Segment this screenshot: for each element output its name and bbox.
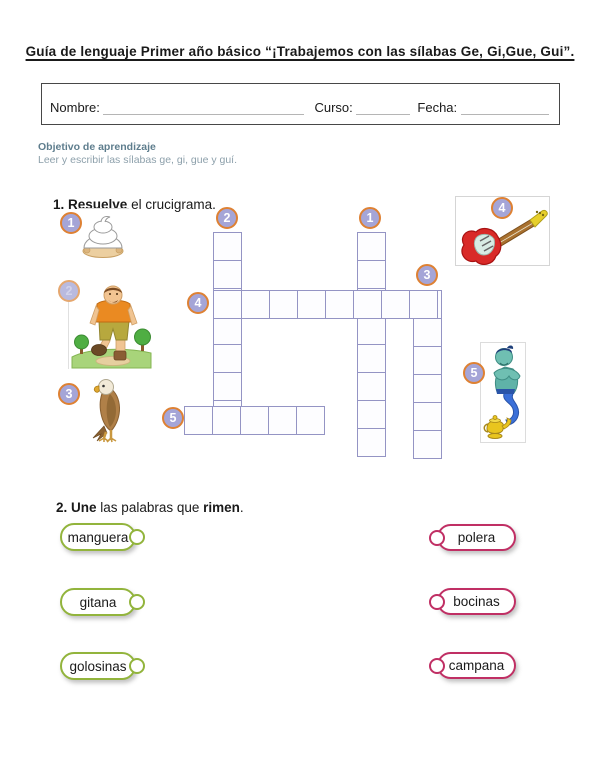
- crossword-cell[interactable]: [296, 406, 325, 435]
- crossword-cell[interactable]: [357, 232, 386, 261]
- crossword-cell[interactable]: [213, 344, 242, 373]
- merengue-icon: [77, 209, 129, 259]
- word-pill-bocinas[interactable]: [437, 588, 516, 615]
- eagle-image: [80, 378, 130, 444]
- crossword-cell[interactable]: [213, 290, 242, 319]
- crossword-cell[interactable]: [213, 260, 242, 289]
- connector-dot[interactable]: [429, 594, 445, 610]
- clue-badge-3: 3: [58, 383, 80, 405]
- word-pill-gitana[interactable]: [60, 588, 136, 616]
- crossword-cell[interactable]: [268, 406, 297, 435]
- date-label: Fecha:: [417, 100, 458, 115]
- crossword-word-1-down: [357, 232, 386, 457]
- connector-dot[interactable]: [129, 658, 145, 674]
- merengue-dessert-image: [77, 208, 129, 259]
- clue-badge-1: 1: [60, 212, 82, 234]
- clue-badge-2: 2: [58, 280, 80, 302]
- crossword-cell[interactable]: [413, 374, 442, 403]
- crossword-cell[interactable]: [357, 428, 386, 457]
- crossword-cell[interactable]: [413, 402, 442, 431]
- crossword-word-4-across: [213, 290, 438, 319]
- pill-label: golosinas: [69, 658, 127, 674]
- pill-label: gitana: [79, 594, 117, 610]
- crossword-cell[interactable]: [353, 290, 382, 319]
- crossword-word-5-across: [184, 406, 325, 435]
- crossword-cell[interactable]: [409, 290, 438, 319]
- crossword-cell[interactable]: [184, 406, 213, 435]
- clue-badge-4: 4: [491, 197, 513, 219]
- exercise2-middle: las palabras que: [96, 500, 204, 515]
- crossword-cell[interactable]: [240, 406, 269, 435]
- genie-icon: [481, 343, 525, 442]
- crossword-cell[interactable]: [357, 344, 386, 373]
- crossword-cell[interactable]: [413, 346, 442, 375]
- crossword-cell[interactable]: [269, 290, 298, 319]
- exercise2-period: .: [239, 500, 244, 515]
- grid-badge-3: 3: [416, 264, 438, 286]
- pill-label: manguera: [67, 529, 129, 545]
- clue-badge-5: 5: [463, 362, 485, 384]
- giant-icon: [69, 283, 154, 369]
- crossword-cell[interactable]: [357, 400, 386, 429]
- giant-man-image: [68, 283, 154, 369]
- crossword-cell[interactable]: [381, 290, 410, 319]
- crossword-cell[interactable]: [357, 260, 386, 289]
- exercise1-rest: el crucigrama.: [127, 197, 216, 212]
- word-pill-polera[interactable]: [437, 524, 516, 551]
- objective-text: Leer y escribir las sílabas ge, gi, gue y guí.: [38, 154, 238, 166]
- crossword-cell[interactable]: [413, 430, 442, 459]
- crossword-cell[interactable]: [213, 372, 242, 401]
- grid-badge-5: 5: [162, 407, 184, 429]
- objective-heading: Objetivo de aprendizaje: [38, 141, 156, 153]
- word-pill-campana[interactable]: [437, 652, 516, 679]
- page-title: Guía de lenguaje Primer año básico “¡Trabajemos con las sílabas Ge, Gi,Gue, Gui”.: [25, 44, 575, 59]
- exercise1-number: 1.: [53, 197, 69, 212]
- crossword-cell[interactable]: [357, 316, 386, 345]
- crossword-cell[interactable]: [325, 290, 354, 319]
- genie-lamp-image: [480, 342, 526, 443]
- pill-label: bocinas: [453, 594, 500, 609]
- connector-dot[interactable]: [129, 594, 145, 610]
- grid-badge-1: 1: [359, 207, 381, 229]
- crossword-cell[interactable]: [241, 290, 270, 319]
- crossword-cell[interactable]: [213, 232, 242, 261]
- exercise2-verb: Une: [71, 500, 97, 515]
- connector-dot[interactable]: [429, 658, 445, 674]
- pill-label: polera: [457, 530, 496, 545]
- crossword-cell[interactable]: [413, 318, 442, 347]
- connector-dot[interactable]: [129, 529, 145, 545]
- crossword-cell[interactable]: [212, 406, 241, 435]
- pill-label: campana: [448, 658, 505, 673]
- grid-badge-4: 4: [187, 292, 209, 314]
- connector-dot[interactable]: [429, 530, 445, 546]
- grid-badge-2: 2: [216, 207, 238, 229]
- word-pill-golosinas[interactable]: [60, 652, 136, 680]
- exercise2-bold-end: rimen: [203, 500, 240, 515]
- eagle-icon: [80, 378, 130, 444]
- crossword-cell[interactable]: [297, 290, 326, 319]
- course-label: Curso:: [314, 100, 353, 115]
- crossword-word-2-down: [213, 232, 242, 429]
- word-pill-manguera[interactable]: [60, 523, 136, 551]
- name-label: Nombre:: [50, 100, 100, 115]
- exercise2-number: 2.: [56, 500, 72, 515]
- crossword-cell[interactable]: [357, 372, 386, 401]
- crossword-cell[interactable]: [213, 316, 242, 345]
- exercise1-verb: Resuelve: [68, 197, 128, 212]
